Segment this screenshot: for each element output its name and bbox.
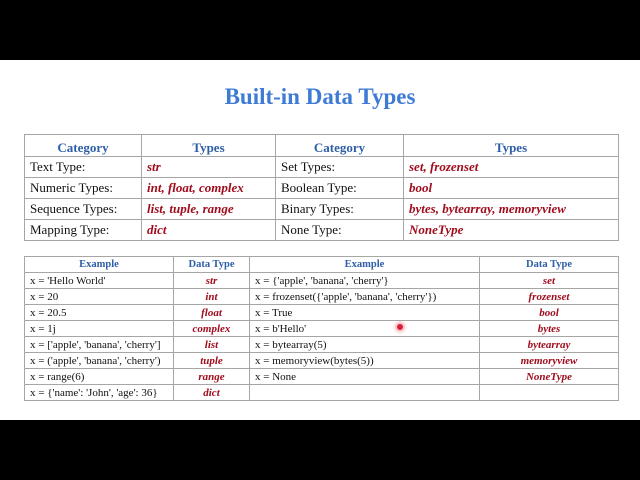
column-header: Data Type	[480, 257, 619, 273]
example-cell: x = {'name': 'John', 'age': 36}	[25, 385, 174, 401]
pointer-cursor-icon	[397, 324, 403, 330]
column-header: Data Type	[174, 257, 250, 273]
example-cell: x = 20.5	[25, 305, 174, 321]
data-type-cell: frozenset	[480, 289, 619, 305]
column-header: Example	[250, 257, 480, 273]
types-cell: NoneType	[404, 220, 619, 241]
category-cell: Set Types:	[276, 157, 404, 178]
table-row	[25, 199, 619, 220]
category-cell: Boolean Type:	[276, 178, 404, 199]
category-cell: Mapping Type:	[25, 220, 142, 241]
example-cell: x = ('apple', 'banana', 'cherry')	[25, 353, 174, 369]
data-type-cell: int	[174, 289, 250, 305]
example-cell: x = 1j	[25, 321, 174, 337]
example-cell: x = b'Hello'	[250, 321, 480, 337]
category-cell: Numeric Types:	[25, 178, 142, 199]
data-type-cell: bytearray	[480, 337, 619, 353]
table-row	[25, 157, 619, 178]
category-cell: None Type:	[276, 220, 404, 241]
types-cell: str	[142, 157, 276, 178]
page-title: Built-in Data Types	[224, 84, 416, 109]
table-row	[25, 385, 619, 401]
types-cell: set, frozenset	[404, 157, 619, 178]
example-cell: x = memoryview(bytes(5))	[250, 353, 480, 369]
data-type-cell: complex	[174, 321, 250, 337]
example-cell: x = {'apple', 'banana', 'cherry'}	[250, 273, 480, 289]
example-cell: x = range(6)	[25, 369, 174, 385]
data-type-cell: set	[480, 273, 619, 289]
table-row	[25, 369, 619, 385]
data-type-cell: bool	[480, 305, 619, 321]
example-cell: x = 'Hello World'	[25, 273, 174, 289]
data-type-cell: NoneType	[480, 369, 619, 385]
table-row	[25, 353, 619, 369]
example-cell	[250, 385, 480, 401]
types-cell: bool	[404, 178, 619, 199]
table-row	[25, 178, 619, 199]
category-cell: Sequence Types:	[25, 199, 142, 220]
data-type-cell: memoryview	[480, 353, 619, 369]
table-row	[25, 289, 619, 305]
column-header: Types	[404, 135, 619, 157]
column-header: Types	[142, 135, 276, 157]
column-header: Category	[276, 135, 404, 157]
example-cell: x = None	[250, 369, 480, 385]
types-cell: bytes, bytearray, memoryview	[404, 199, 619, 220]
table-row	[25, 220, 619, 241]
data-type-cell	[480, 385, 619, 401]
data-type-cell: list	[174, 337, 250, 353]
example-cell: x = 20	[25, 289, 174, 305]
table-header-row	[25, 135, 619, 157]
categories-table	[24, 134, 619, 241]
category-cell: Binary Types:	[276, 199, 404, 220]
table-row	[25, 273, 619, 289]
examples-table	[24, 256, 619, 401]
column-header: Example	[25, 257, 174, 273]
types-cell: dict	[142, 220, 276, 241]
table-row	[25, 337, 619, 353]
data-type-cell: float	[174, 305, 250, 321]
example-cell: x = True	[250, 305, 480, 321]
slide-page	[0, 60, 640, 420]
data-type-cell: range	[174, 369, 250, 385]
data-type-cell: dict	[174, 385, 250, 401]
data-type-cell: str	[174, 273, 250, 289]
table-row	[25, 321, 619, 337]
data-type-cell: tuple	[174, 353, 250, 369]
data-type-cell: bytes	[480, 321, 619, 337]
types-cell: int, float, complex	[142, 178, 276, 199]
table-row	[25, 305, 619, 321]
column-header: Category	[25, 135, 142, 157]
types-cell: list, tuple, range	[142, 199, 276, 220]
table-header-row	[25, 257, 619, 273]
category-cell: Text Type:	[25, 157, 142, 178]
example-cell: x = frozenset({'apple', 'banana', 'cherry'})	[250, 289, 480, 305]
example-cell: x = bytearray(5)	[250, 337, 480, 353]
example-cell: x = ['apple', 'banana', 'cherry']	[25, 337, 174, 353]
